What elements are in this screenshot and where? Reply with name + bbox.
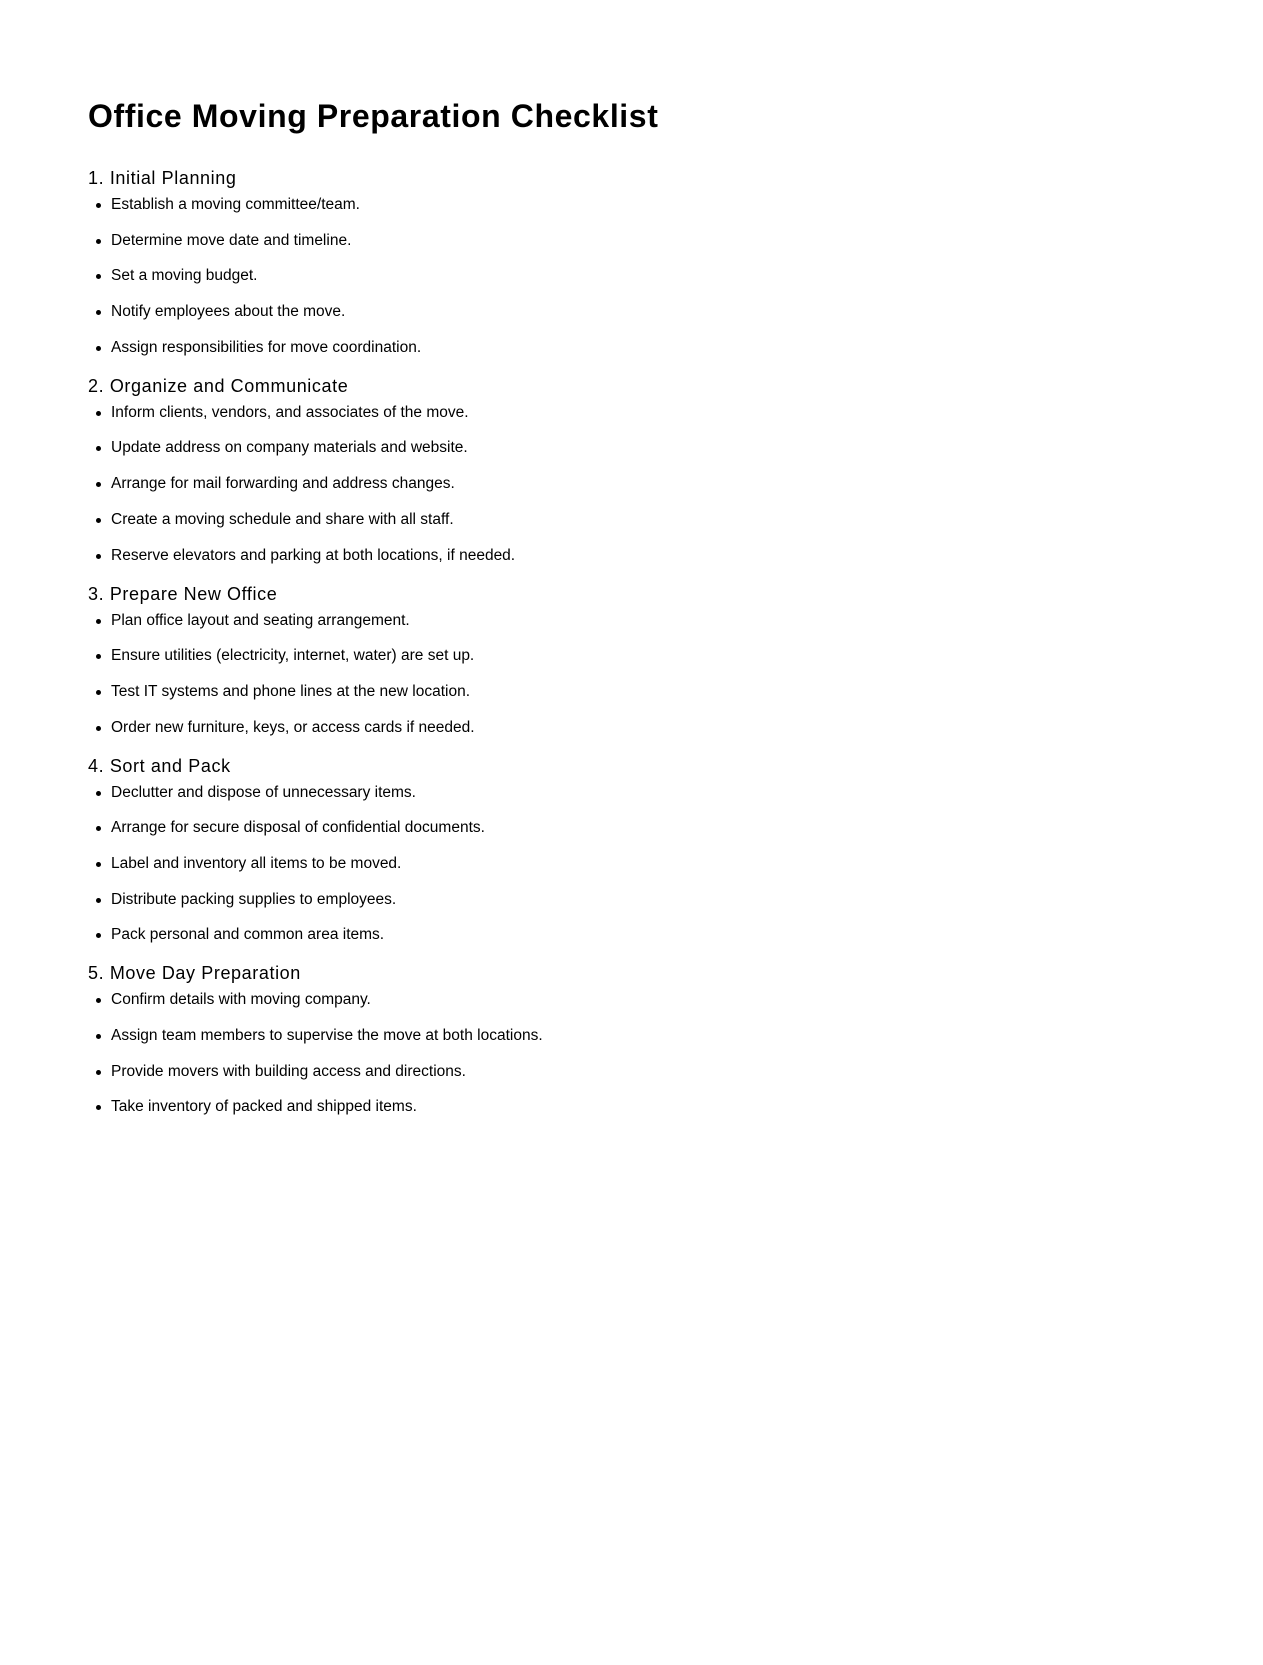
list-item [88, 1097, 1188, 1117]
section-organize-and-communicate [88, 374, 1188, 566]
bullet-icon [96, 898, 101, 903]
checklist-items [88, 990, 1188, 1117]
list-item-text: Test IT systems and phone lines at the new location. [111, 682, 470, 700]
checklist-items [88, 195, 1188, 358]
list-item [88, 474, 1188, 494]
list-item-text: Assign responsibilities for move coordination. [111, 338, 422, 356]
bullet-icon [96, 791, 101, 796]
list-item [88, 195, 1188, 215]
list-item-text: Arrange for mail forwarding and address changes. [111, 475, 455, 493]
list-item [88, 266, 1188, 286]
checklist-items [88, 783, 1188, 946]
list-item [88, 438, 1188, 458]
section-heading: 4. Sort and Pack [88, 755, 231, 776]
bullet-icon [96, 933, 101, 938]
list-item-text: Pack personal and common area items. [111, 926, 385, 944]
bullet-icon [96, 1034, 101, 1039]
list-item-text: Take inventory of packed and shipped items. [111, 1098, 417, 1116]
list-item [88, 546, 1188, 566]
bullet-icon [96, 1070, 101, 1075]
list-item [88, 925, 1188, 945]
list-item-text: Determine move date and timeline. [111, 231, 352, 249]
list-item-text: Confirm details with moving company. [111, 991, 371, 1009]
list-item [88, 510, 1188, 530]
bullet-icon [96, 203, 101, 208]
list-item-text: Set a moving budget. [111, 267, 258, 285]
list-item-text: Establish a moving committee/team. [111, 196, 360, 213]
list-item-text: Provide movers with building access and directions. [111, 1062, 466, 1080]
list-item [88, 1062, 1188, 1082]
list-item-text: Plan office layout and seating arrangement. [111, 611, 410, 629]
list-item-text: Create a moving schedule and share with all staff. [111, 510, 454, 528]
checklist-items [88, 611, 1188, 738]
section-heading: 1. Initial Planning [88, 168, 237, 188]
list-item [88, 1026, 1188, 1046]
list-item-text: Arrange for secure disposal of confidential documents. [111, 819, 485, 837]
list-item [88, 890, 1188, 910]
list-item [88, 990, 1188, 1010]
bullet-icon [96, 239, 101, 244]
bullet-icon [96, 411, 101, 416]
section-sort-and-pack [88, 754, 1188, 946]
checklist-items [88, 403, 1188, 566]
list-item-text: Declutter and dispose of unnecessary items. [111, 783, 416, 801]
list-item [88, 302, 1188, 322]
list-item [88, 338, 1188, 358]
checklist-document [88, 96, 1188, 1133]
bullet-icon [96, 446, 101, 451]
list-item-text: Ensure utilities (electricity, internet, water) are set up. [111, 647, 475, 665]
list-item-text: Notify employees about the move. [111, 303, 346, 321]
list-item-text: Update address on company materials and website. [111, 439, 468, 457]
bullet-icon [96, 518, 101, 523]
bullet-icon [96, 826, 101, 831]
list-item [88, 682, 1188, 702]
list-item-text: Reserve elevators and parking at both locations, if needed. [111, 546, 516, 564]
list-item-text: Assign team members to supervise the move at both locations. [111, 1027, 543, 1044]
bullet-icon [96, 1105, 101, 1110]
bullet-icon [96, 346, 101, 351]
section-initial-planning [88, 166, 1188, 358]
bullet-icon [96, 310, 101, 315]
list-item-text: Inform clients, vendors, and associates of the move. [111, 403, 469, 421]
page-title: Office Moving Preparation Checklist [88, 98, 659, 134]
bullet-icon [96, 554, 101, 559]
section-heading: 5. Move Day Preparation [88, 963, 301, 984]
bullet-icon [96, 274, 101, 279]
list-item [88, 818, 1188, 838]
bullet-icon [96, 862, 101, 867]
section-heading: 2. Organize and Communicate [88, 375, 349, 396]
section-move-day-preparation [88, 961, 1188, 1117]
list-item [88, 783, 1188, 803]
section-prepare-new-office [88, 582, 1188, 738]
list-item [88, 231, 1188, 251]
list-item-text: Order new furniture, keys, or access cards if needed. [111, 718, 475, 736]
bullet-icon [96, 482, 101, 487]
bullet-icon [96, 690, 101, 695]
list-item-text: Label and inventory all items to be moved. [111, 854, 402, 872]
list-item [88, 611, 1188, 631]
section-heading: 3. Prepare New Office [88, 583, 278, 604]
list-item [88, 646, 1188, 666]
list-item [88, 403, 1188, 423]
bullet-icon [96, 726, 101, 731]
list-item [88, 854, 1188, 874]
list-item-text: Distribute packing supplies to employees. [111, 890, 397, 908]
bullet-icon [96, 619, 101, 624]
bullet-icon [96, 654, 101, 659]
list-item [88, 718, 1188, 738]
bullet-icon [96, 998, 101, 1003]
